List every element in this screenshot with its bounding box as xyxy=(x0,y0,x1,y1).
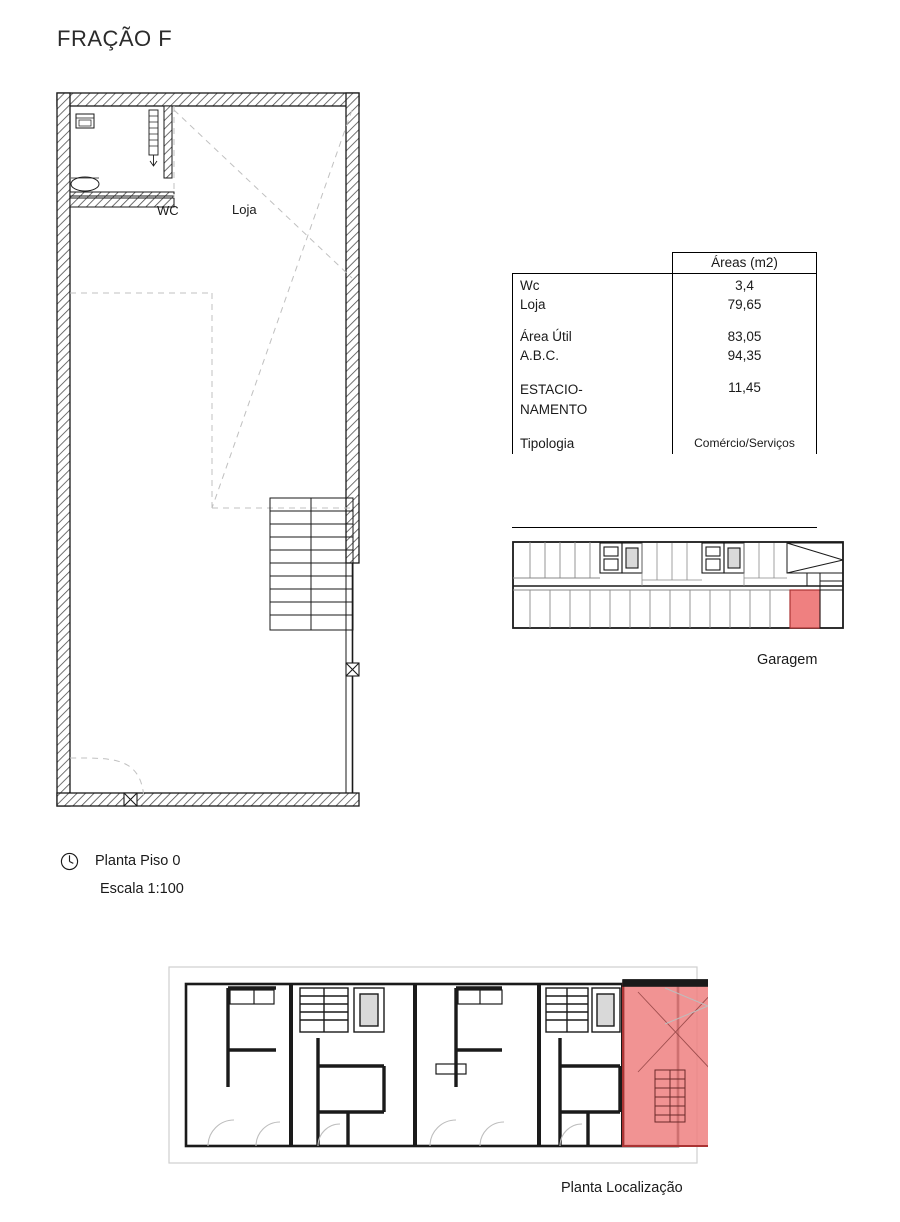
table-bottom-rule xyxy=(512,527,817,528)
row-value-estacionamento: 11,45 xyxy=(673,378,817,421)
floor-plan-caption-scale: Escala 1:100 xyxy=(100,881,184,897)
row-label-area-util: Área Útil xyxy=(513,327,673,346)
estacionamento-line1: ESTACIO- xyxy=(520,382,583,397)
row-label-loja: Loja xyxy=(513,295,673,314)
north-arrow-icon xyxy=(60,852,79,871)
table-row xyxy=(513,346,817,365)
table-spacer-row xyxy=(513,314,817,327)
garage-caption: Garagem xyxy=(757,652,818,668)
row-value-loja: 79,65 xyxy=(673,295,817,314)
estacionamento-line2: NAMENTO xyxy=(520,401,588,417)
room-label-wc: WC xyxy=(157,203,179,218)
floor-plan-caption-line1: Planta Piso 0 xyxy=(95,853,181,869)
row-label-tipologia: Tipologia xyxy=(513,434,673,454)
table-spacer-row xyxy=(513,421,817,434)
floor-plan-drawing xyxy=(52,88,364,818)
table-header-row xyxy=(513,253,817,274)
row-label-estacionamento xyxy=(513,378,673,421)
row-label-wc: Wc xyxy=(513,274,673,296)
page-title: FRAÇÃO F xyxy=(57,26,173,51)
table-header-value: Áreas (m2) xyxy=(673,253,817,274)
table-row xyxy=(513,274,817,296)
garage-key-plan xyxy=(512,538,864,663)
row-value-area-util: 83,05 xyxy=(673,327,817,346)
row-label-abc: A.B.C. xyxy=(513,346,673,365)
table-row xyxy=(513,295,817,314)
table-row xyxy=(513,378,817,421)
row-value-abc: 94,35 xyxy=(673,346,817,365)
table-spacer-row xyxy=(513,365,817,378)
row-value-wc: 3,4 xyxy=(673,274,817,296)
table-row xyxy=(513,434,817,454)
table-header-label xyxy=(513,253,673,274)
garage-highlighted-stall xyxy=(790,590,820,628)
location-plan-drawing xyxy=(168,962,708,1174)
areas-table xyxy=(512,252,817,454)
location-plan-caption: Planta Localização xyxy=(561,1180,683,1196)
row-value-tipologia: Comércio/Serviços xyxy=(673,434,817,454)
room-label-loja: Loja xyxy=(232,202,257,217)
table-row xyxy=(513,327,817,346)
